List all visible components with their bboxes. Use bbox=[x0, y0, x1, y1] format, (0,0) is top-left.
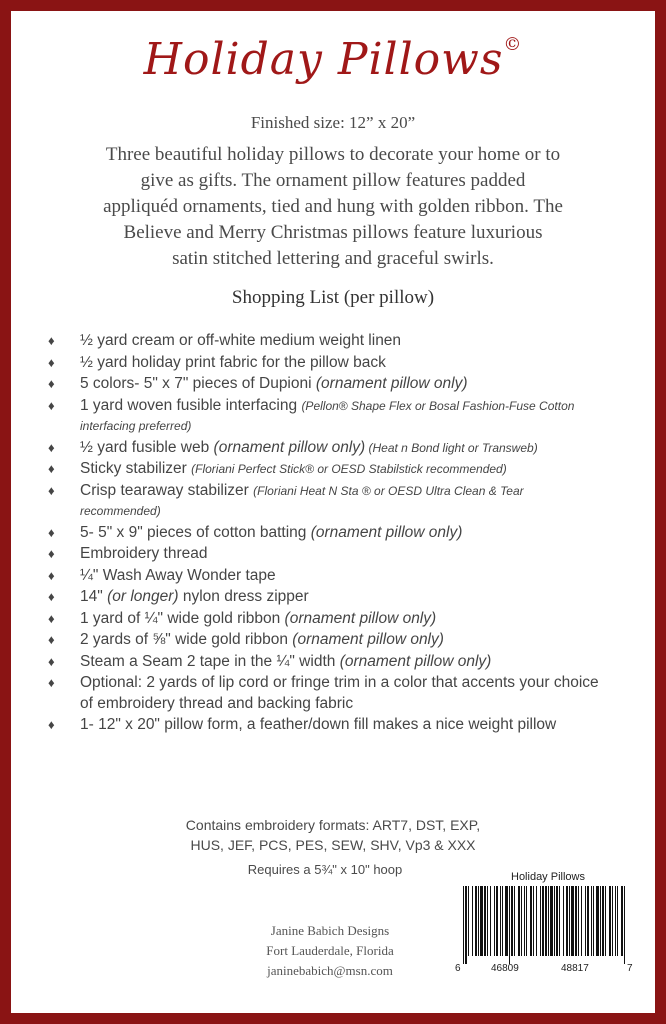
barcode bbox=[455, 869, 635, 984]
barcode-bar bbox=[496, 886, 498, 956]
intro-line: satin stitched lettering and graceful swirls. bbox=[172, 248, 494, 269]
barcode-bar bbox=[533, 886, 534, 956]
barcode-bar bbox=[524, 886, 525, 956]
barcode-bar bbox=[536, 886, 537, 956]
barcode-bar bbox=[463, 886, 464, 964]
intro-line: appliquéd ornaments, tied and hung with golden ribbon. The bbox=[103, 196, 563, 217]
barcode-label: Holiday Pillows bbox=[511, 871, 585, 883]
item-text: 1 yard of ¼" wide gold ribbon bbox=[80, 609, 285, 627]
item-note: (ornament pillow only) bbox=[339, 652, 492, 670]
barcode-digit-last: 7 bbox=[627, 963, 633, 974]
item-text: 14" bbox=[80, 588, 108, 605]
barcode-bar bbox=[465, 886, 467, 964]
shopping-list-item bbox=[46, 438, 606, 459]
barcode-bar bbox=[521, 886, 522, 956]
shopping-list-item bbox=[46, 374, 606, 395]
shopping-list-item bbox=[46, 353, 606, 374]
barcode-group-1: 46809 bbox=[491, 963, 519, 974]
shopping-list-item bbox=[46, 544, 606, 565]
shopping-list-item bbox=[46, 630, 606, 651]
barcode-bar bbox=[478, 886, 479, 956]
item-recommendation: (Heat n Bond light or Transweb) bbox=[365, 440, 538, 455]
barcode-bar bbox=[494, 886, 495, 956]
item-recommendation: (Floriani Perfect Stick® or OESD Stabilstick recommended) bbox=[191, 462, 507, 476]
barcode-bar bbox=[587, 886, 589, 956]
barcode-bar bbox=[468, 886, 469, 956]
barcode-bar bbox=[490, 886, 491, 956]
item-text: ½ yard holiday print fabric for the pillow back bbox=[80, 353, 386, 371]
shopping-list-item bbox=[46, 673, 606, 714]
bullet-icon: ♦ bbox=[48, 376, 55, 391]
company-location: Fort Lauderdale, Florida bbox=[266, 943, 394, 958]
shopping-list-item bbox=[46, 481, 606, 522]
item-text: 1- 12" x 20" pillow form, a feather/down fill makes a nice weight pillow bbox=[80, 716, 557, 733]
bullet-icon: ♦ bbox=[48, 461, 55, 476]
bullet-icon: ♦ bbox=[48, 397, 55, 413]
barcode-bar bbox=[505, 886, 508, 956]
bullet-icon: ♦ bbox=[48, 546, 55, 561]
barcode-bar bbox=[571, 886, 574, 956]
barcode-bar bbox=[550, 886, 553, 956]
item-text: Steam a Seam 2 tape in the ¼" width bbox=[80, 652, 340, 670]
barcode-bar bbox=[511, 886, 513, 956]
barcode-bar bbox=[509, 886, 510, 964]
barcode-bar bbox=[615, 886, 616, 956]
company-info bbox=[190, 921, 470, 981]
company-name: Janine Babich Designs bbox=[270, 923, 390, 938]
barcode-bar bbox=[578, 886, 579, 956]
barcode-bar bbox=[602, 886, 604, 956]
barcode-bar bbox=[609, 886, 611, 956]
embroidery-formats bbox=[0, 815, 666, 855]
item-text: ½ yard cream or off-white medium weight linen bbox=[80, 332, 402, 349]
item-note: (ornament pillow only) bbox=[310, 523, 463, 541]
finished-size: Finished size: 12” x 20” bbox=[250, 113, 416, 132]
barcode-bar bbox=[526, 886, 527, 956]
item-text: ½ yard fusible web bbox=[80, 438, 214, 456]
barcode-bar bbox=[617, 886, 618, 956]
barcode-bar bbox=[593, 886, 594, 956]
barcode-bar bbox=[502, 886, 503, 956]
barcode-bar bbox=[591, 886, 592, 956]
shopping-list-item bbox=[46, 396, 606, 437]
item-text: 1 yard woven fusible interfacing bbox=[80, 396, 302, 414]
bullet-icon: ♦ bbox=[48, 439, 55, 455]
bullet-icon: ♦ bbox=[48, 333, 55, 348]
barcode-bar bbox=[566, 886, 568, 956]
item-text: Embroidery thread bbox=[80, 545, 208, 562]
copyright-symbol: © bbox=[503, 34, 523, 55]
bullet-icon: ♦ bbox=[48, 632, 55, 647]
shopping-list-item bbox=[46, 652, 606, 673]
page-title: Holiday Pillows© bbox=[143, 34, 523, 85]
bullet-icon: ♦ bbox=[48, 653, 55, 669]
barcode-bar bbox=[559, 886, 560, 956]
intro-line: give as gifts. The ornament pillow features padded bbox=[140, 170, 526, 191]
item-note: (ornament pillow only) bbox=[315, 375, 468, 392]
item-text: Sticky stabilizer bbox=[80, 460, 192, 477]
barcode-bar bbox=[472, 886, 473, 956]
bullet-icon: ♦ bbox=[48, 610, 55, 626]
item-text: Crisp tearaway stabilizer bbox=[80, 481, 254, 499]
item-note: (or longer) bbox=[107, 588, 179, 605]
barcode-bar bbox=[545, 886, 547, 956]
intro-paragraph bbox=[70, 142, 596, 272]
bullet-icon: ♦ bbox=[48, 675, 55, 690]
shopping-list-item bbox=[46, 566, 606, 587]
bullet-icon: ♦ bbox=[48, 482, 55, 498]
barcode-group-2: 48817 bbox=[561, 963, 589, 974]
shopping-list-item bbox=[46, 523, 606, 544]
item-text: 5 colors- 5" x 7" pieces of Dupioni bbox=[80, 375, 316, 392]
barcode-bar bbox=[480, 886, 483, 956]
barcode-bar bbox=[487, 886, 488, 956]
barcode-bar bbox=[518, 886, 520, 956]
item-text: ¼" Wash Away Wonder tape bbox=[80, 566, 276, 584]
barcode-bar bbox=[575, 886, 577, 956]
barcode-bar bbox=[605, 886, 606, 956]
barcode-bar bbox=[542, 886, 544, 956]
formats-line-2: HUS, JEF, PCS, PES, SEW, SHV, Vp3 & XXX bbox=[190, 837, 476, 853]
bullet-icon: ♦ bbox=[48, 567, 55, 583]
barcode-bar bbox=[556, 886, 558, 956]
item-text-continued: nylon dress zipper bbox=[178, 588, 309, 605]
barcode-bar bbox=[596, 886, 599, 956]
barcode-bar bbox=[554, 886, 555, 956]
shopping-list-item bbox=[46, 459, 606, 480]
shopping-list-item bbox=[46, 715, 606, 736]
barcode-bar bbox=[475, 886, 477, 956]
item-text: Optional: 2 yards of lip cord or fringe trim in a color that accents your choice of embroidery thread and backing fabric bbox=[80, 674, 599, 712]
item-recommendation: (Floriani Heat N Sta ® or OESD Ultra Clean & Tear recommended) bbox=[80, 483, 524, 518]
bullet-icon: ♦ bbox=[48, 589, 55, 604]
bullet-icon: ♦ bbox=[48, 354, 55, 370]
shopping-list-item bbox=[46, 587, 606, 608]
item-note: (ornament pillow only) bbox=[213, 438, 366, 456]
shopping-list-title: Shopping List (per pillow) bbox=[231, 287, 435, 308]
barcode-bar bbox=[500, 886, 501, 956]
shopping-list-item bbox=[46, 331, 606, 352]
barcode-bar bbox=[569, 886, 570, 956]
barcode-bar bbox=[624, 886, 625, 964]
barcode-bar bbox=[484, 886, 486, 956]
hoop-requirement: Requires a 5¾" x 10" hoop bbox=[247, 862, 403, 877]
barcode-bar bbox=[530, 886, 532, 956]
barcode-bar bbox=[514, 886, 515, 956]
barcode-digit-first: 6 bbox=[455, 963, 461, 974]
item-text: 5- 5" x 9" pieces of cotton batting bbox=[80, 523, 311, 541]
company-email: janinebabich@msn.com bbox=[267, 963, 393, 978]
barcode-bar bbox=[585, 886, 586, 956]
barcode-bar bbox=[563, 886, 564, 956]
intro-line: Three beautiful holiday pillows to decorate your home or to bbox=[105, 144, 561, 165]
barcode-bar bbox=[612, 886, 613, 956]
barcode-bar bbox=[540, 886, 541, 956]
barcode-bar bbox=[600, 886, 601, 956]
item-note: (ornament pillow only) bbox=[284, 609, 437, 627]
bullet-icon: ♦ bbox=[48, 717, 55, 732]
shopping-list bbox=[46, 331, 606, 737]
bullet-icon: ♦ bbox=[48, 524, 55, 540]
item-text: 2 yards of ⅝" wide gold ribbon bbox=[80, 631, 293, 648]
barcode-bar bbox=[548, 886, 549, 956]
barcode-bar bbox=[621, 886, 623, 956]
barcode-bars bbox=[463, 886, 627, 964]
intro-line: Believe and Merry Christmas pillows feature luxurious bbox=[123, 222, 543, 243]
item-note: (ornament pillow only) bbox=[292, 631, 444, 648]
shopping-list-item bbox=[46, 609, 606, 630]
formats-line-1: Contains embroidery formats: ART7, DST, EXP, bbox=[185, 817, 481, 833]
item-recommendation: (Pellon® Shape Flex or Bosal Fashion-Fuse Cotton interfacing preferred) bbox=[80, 398, 575, 433]
barcode-bar bbox=[581, 886, 582, 956]
